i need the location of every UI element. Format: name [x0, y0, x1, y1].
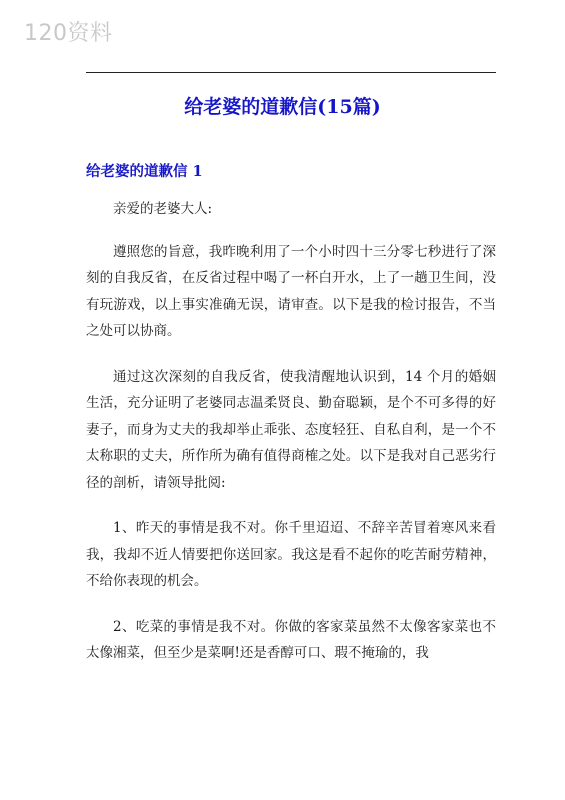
watermark: 120资料 — [24, 21, 113, 46]
header-rule — [86, 72, 496, 73]
section-heading: 给老婆的道歉信 1 — [86, 163, 203, 180]
body-paragraph: 2、吃菜的事情是我不对。你做的客家菜虽然不太像客家菜也不太像湘菜，但至少是菜啊!还是香醇可口、瑕不掩瑜的，我 — [86, 618, 496, 661]
body-paragraph: 通过这次深刻的自我反省，使我清醒地认识到，14 个月的婚姻生活，充分证明了老婆同志温柔贤良、勤奋聪颖，是个不可多得的好妻子，而身为丈夫的我却举止乖张、态度轻狂、自私自利，是一个不太称职的丈夫，所作所为确有值得商榷之处。以下是我对自己恶劣行径的剖析，请领导批阅: — [86, 368, 496, 491]
greeting-paragraph: 亲爱的老婆大人: — [113, 201, 213, 217]
document-title: 给老婆的道歉信(15篇) — [184, 96, 381, 118]
body-paragraph: 遵照您的旨意，我昨晚利用了一个小时四十三分零七秒进行了深刻的自我反省，在反省过程中喝了一杯白开水，上了一趟卫生间，没有玩游戏，以上事实准确无误，请审查。以下是我的检讨报告，不当之处可以协商。 — [86, 243, 496, 339]
letter-body — [86, 196, 496, 686]
body-paragraph: 1、昨天的事情是我不对。你千里迢迢、不辞辛苦冒着寒风来看我，我却不近人情要把你送回家。我这是看不起你的吃苦耐劳精神，不给你表现的机会。 — [86, 520, 496, 589]
